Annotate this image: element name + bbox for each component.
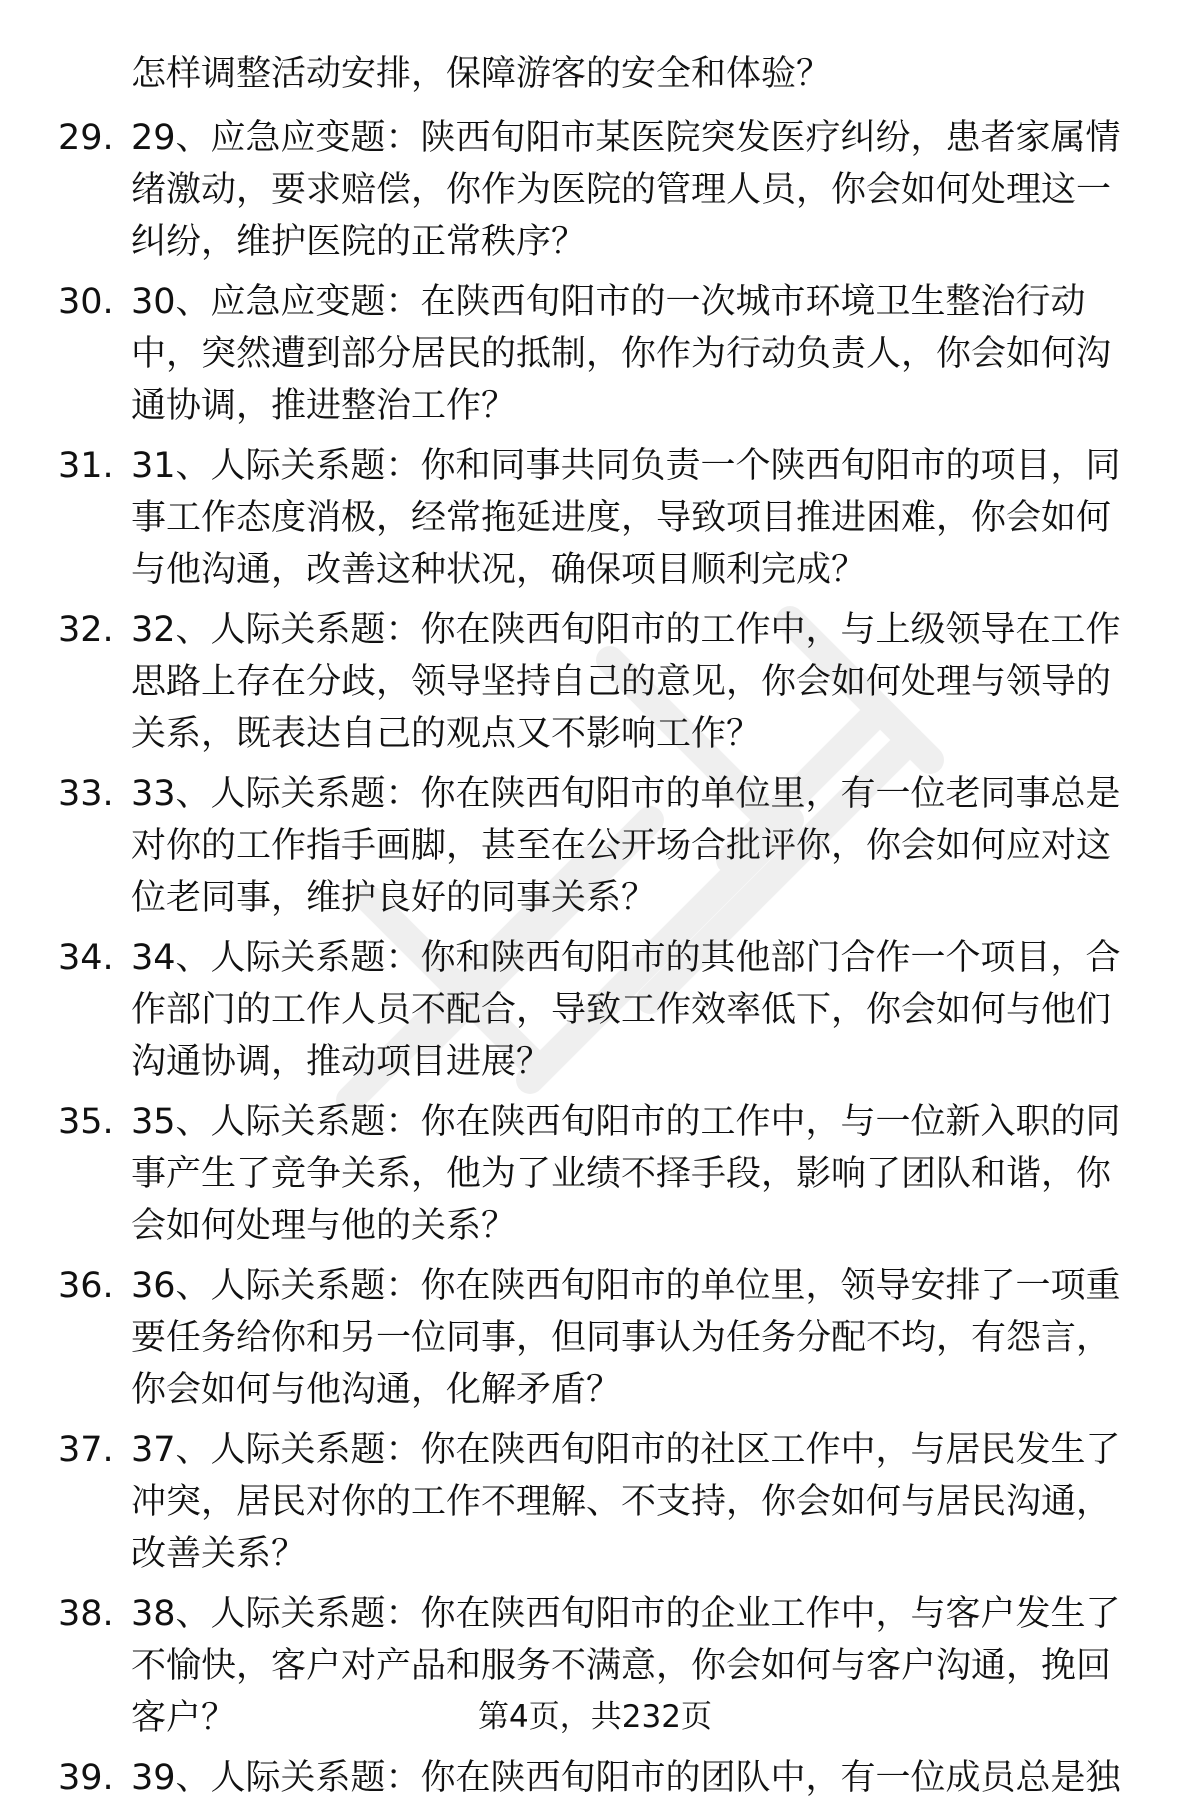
question-text-line: 关系，既表达自己的观点又不影响工作？ [131,714,762,754]
question-number: 32. [58,610,114,650]
question-text [131,1260,1141,1416]
question-text-line: 思路上存在分歧，领导坚持自己的意见，你会如何处理与领导的 [131,662,1112,702]
question-text-line: 位老同事，维护良好的同事关系？ [131,878,657,918]
question-text-line: 34、人际关系题：你和陕西旬阳市的其他部门合作一个项目，合 [131,938,1121,978]
question-text [131,604,1141,760]
question-number: 37. [58,1430,114,1470]
question-text-line: 你会如何与他沟通，化解矛盾？ [131,1370,622,1410]
question-text-line: 会如何处理与他的关系？ [131,1206,517,1246]
question-number: 31. [58,446,114,486]
question-text-line: 事产生了竞争关系，他为了业绩不择手段，影响了团队和谐，你 [131,1154,1112,1194]
question-number: 33. [58,774,114,814]
question-text-line: 要任务给你和另一位同事，但同事认为任务分配不均，有怨言， [131,1318,1112,1358]
question-number: 38. [58,1594,114,1634]
question-text-line: 冲突，居民对你的工作不理解、不支持，你会如何与居民沟通， [131,1482,1112,1522]
question-text-line: 35、人际关系题：你在陕西旬阳市的工作中，与一位新入职的同 [131,1102,1121,1142]
question-text-line: 事工作态度消极，经常拖延进度，导致项目推进困难，你会如何 [131,498,1112,538]
question-item [0,1424,1190,1580]
question-item [0,276,1190,432]
question-text-line: 37、人际关系题：你在陕西旬阳市的社区工作中，与居民发生了 [131,1430,1121,1470]
question-text [131,1096,1141,1252]
question-number: 39. [58,1758,114,1798]
question-item [0,1752,1190,1804]
question-text-line: 32、人际关系题：你在陕西旬阳市的工作中，与上级领导在工作 [131,610,1121,650]
question-item [0,932,1190,1088]
question-number: 29. [58,118,114,158]
page-footer: 第4页，共232页 [478,1699,712,1735]
question-text-line: 沟通协调，推动项目进展？ [131,1042,552,1082]
question-item [0,112,1190,268]
question-text [131,440,1141,596]
question-item [0,604,1190,760]
question-text-line: 绪激动，要求赔偿，你作为医院的管理人员，你会如何处理这一 [131,170,1112,210]
question-number: 34. [58,938,114,978]
question-text [131,1752,1141,1804]
question-text-line: 纠纷，维护医院的正常秩序？ [131,222,587,262]
question-number: 36. [58,1266,114,1306]
question-list [0,112,1190,1804]
question-item [0,1096,1190,1252]
question-item [0,1260,1190,1416]
question-text [131,276,1141,432]
question-text-line: 29、应急应变题：陕西旬阳市某医院突发医疗纠纷，患者家属情 [131,118,1121,158]
question-number: 30. [58,282,114,322]
question-text-line: 与他沟通，改善这种状况，确保项目顺利完成？ [131,550,867,590]
question-text-line: 作部门的工作人员不配合，导致工作效率低下，你会如何与他们 [131,990,1112,1030]
question-text [131,1424,1141,1580]
question-text [131,768,1141,924]
question-text-line: 不愉快，客户对产品和服务不满意，你会如何与客户沟通，挽回 [131,1646,1112,1686]
question-text [131,932,1141,1088]
continuation-text: 怎样调整活动安排，保障游客的安全和体验？ [131,54,832,94]
question-text-line: 中，突然遭到部分居民的抵制，你作为行动负责人，你会如何沟 [131,334,1112,374]
question-text-line: 38、人际关系题：你在陕西旬阳市的企业工作中，与客户发生了 [131,1594,1121,1634]
question-text-line: 对你的工作指手画脚，甚至在公开场合批评你，你会如何应对这 [131,826,1112,866]
question-text-line: 改善关系？ [131,1534,307,1574]
question-item [0,768,1190,924]
question-text-line: 31、人际关系题：你和同事共同负责一个陕西旬阳市的项目，同 [131,446,1121,486]
question-text [131,112,1141,268]
question-number: 35. [58,1102,114,1142]
question-text-line: 30、应急应变题：在陕西旬阳市的一次城市环境卫生整治行动 [131,282,1086,322]
question-text-line: 通协调，推进整治工作？ [131,386,517,426]
question-item [0,440,1190,596]
question-text-line: 客户？ [131,1698,237,1738]
question-text-line: 36、人际关系题：你在陕西旬阳市的单位里，领导安排了一项重 [131,1266,1121,1306]
question-text-line: 33、人际关系题：你在陕西旬阳市的单位里，有一位老同事总是 [131,774,1121,814]
question-text-line: 39、人际关系题：你在陕西旬阳市的团队中，有一位成员总是独 [131,1758,1121,1798]
